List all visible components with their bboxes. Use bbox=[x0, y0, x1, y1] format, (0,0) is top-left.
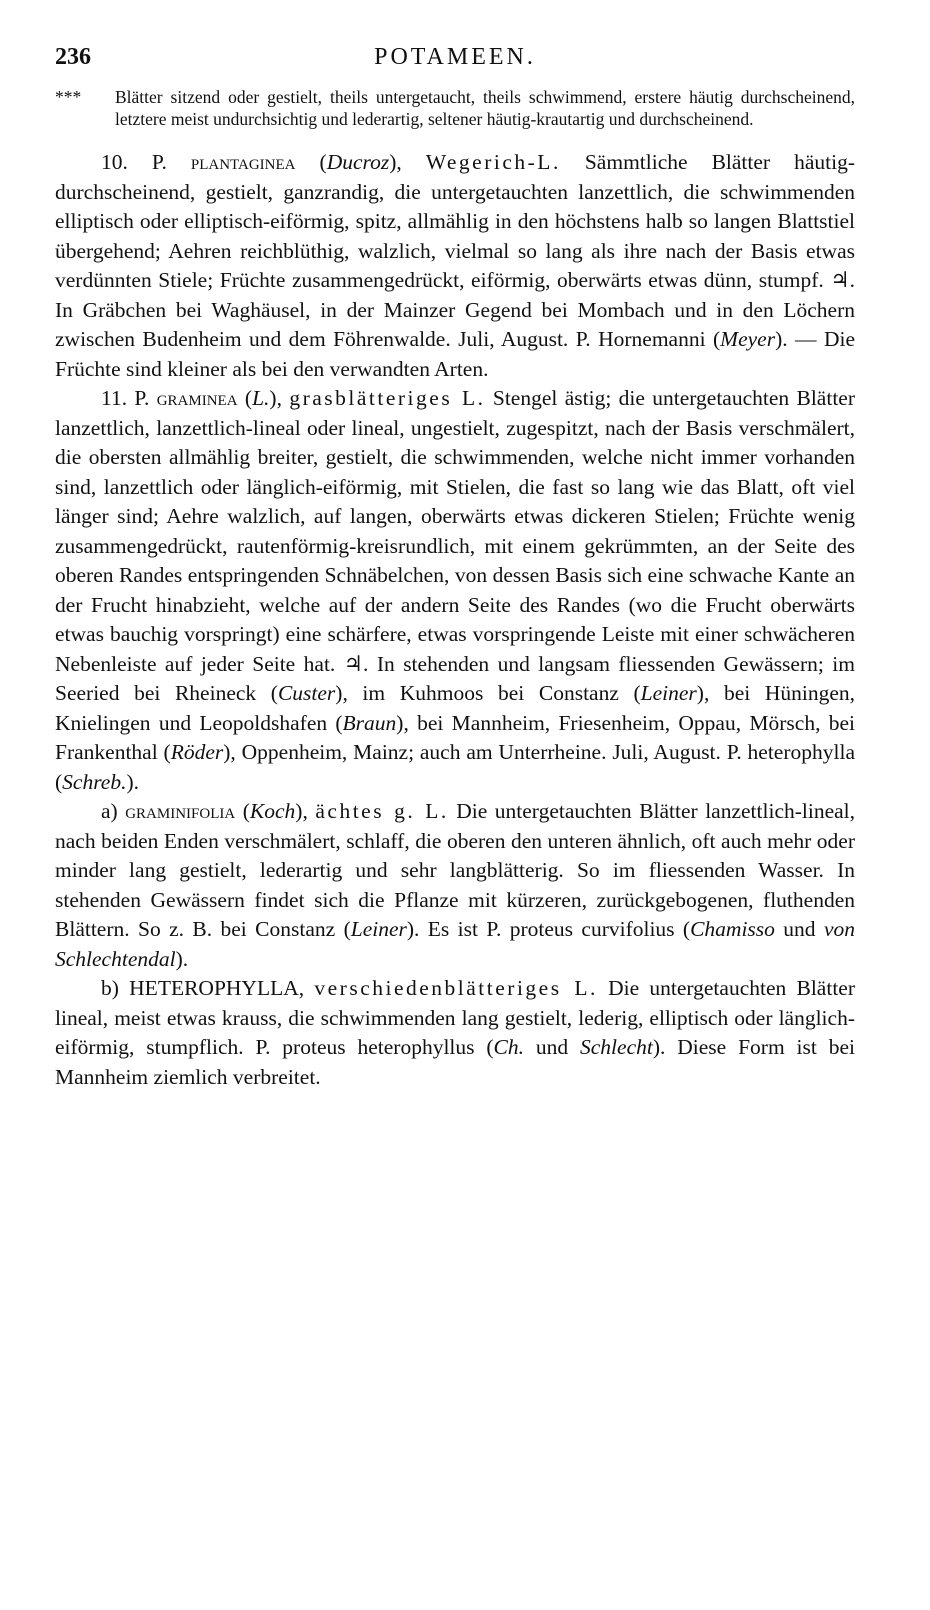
asterisk-marker: *** bbox=[55, 87, 82, 107]
variety-name: HETEROPHYLLA, bbox=[129, 976, 305, 1000]
note-text: Blätter sitzend oder gestielt, theils untergetaucht, theils schwimmend, erstere häutig durchscheinend, letztere meist undurchsichtig und lederartig, seltener häutig-krautartig und durchscheinend. bbox=[115, 87, 855, 129]
species-entry-11 bbox=[55, 384, 855, 797]
footnote-group-description bbox=[55, 86, 855, 130]
entry-text: ). bbox=[175, 946, 189, 971]
common-name: verschiedenblätteriges L. bbox=[314, 976, 598, 1000]
variety-b bbox=[55, 974, 855, 1092]
species-entry-10 bbox=[55, 148, 855, 384]
collector-name: Röder bbox=[170, 740, 224, 764]
running-head bbox=[55, 44, 855, 84]
author-name: von Schlechtendal bbox=[55, 917, 855, 971]
entry-text: Die untergetauchten Blätter lanzettlich-lineal, nach beiden Enden verschmälert, schlaff, die oberen den unteren ähnlich, oft auch mehr oder minder lang gestielt, lederartig und sehr langblätterig. So im fliessenden Wasser. In stehenden Gewässern findet sich die Pflanze mit kürzeren, zurückgebogenen, fluthenden Blättern. So z. B. bei Constanz ( bbox=[55, 799, 856, 941]
common-name: grasblätteriges L. bbox=[289, 386, 486, 410]
paren-open: ( bbox=[244, 386, 253, 410]
author-name: Ch. bbox=[493, 1035, 525, 1059]
entry-text: und bbox=[524, 1035, 581, 1059]
paren-open: ( bbox=[242, 799, 250, 823]
common-name: ächtes g. L. bbox=[315, 799, 449, 823]
author-name: Schlecht bbox=[580, 1035, 653, 1059]
paren-close: ), bbox=[295, 799, 308, 823]
collector-name: Braun bbox=[342, 710, 397, 735]
variety-a bbox=[55, 797, 855, 974]
collector-name: Custer bbox=[277, 681, 336, 705]
synonym-author: Meyer bbox=[720, 327, 776, 351]
entry-number: 10. P. bbox=[101, 150, 167, 174]
variety-name: graminifolia bbox=[125, 799, 236, 823]
entry-text: ), bei Hüningen, Knielingen und Leopoldshafen ( bbox=[55, 681, 855, 735]
author-name: Koch bbox=[249, 799, 296, 823]
author-name: L. bbox=[252, 386, 270, 410]
entry-text: ), Oppenheim, Mainz; auch am Unterrheine. Juli, August. P. heterophylla ( bbox=[55, 740, 855, 794]
entry-text: ). — Die Früchte sind kleiner als bei den verwandten Arten. bbox=[55, 327, 856, 381]
entry-text: ). bbox=[126, 769, 139, 794]
collector-name: Schreb. bbox=[62, 769, 127, 794]
author-name: Chamisso bbox=[690, 917, 775, 941]
entry-text: Stengel ästig; die untergetauchten Blätter lanzettlich, lanzettlich-lineal oder lineal, ungestielt, zugespitzt, nach der Basis verschmälert, die obersten allmählig breiter, gestielt, die schwimmenden, welche nicht immer vorhanden sind, lanzettlich oder länglich-eiförmig, mit Stielen, die fast so lang wie das Blatt, oft viel länger sind; Aehre walzlich, auf langen, oberwärts etwas dickeren Stielen; Früchte wenig zusammengedrückt, rautenförmig-kreisrundlich, mit einem gekrümmten, an der Seite des oberen Randes entspringenden Schnäbelchen, von dessen Basis sich eine schwache Kante an der Frucht hinabzieht, welche auf der andern Seite des Randes (wo die Frucht oberwärts etwas bauchig vorspringt) eine schärfere, etwas vorspringende Leiste mit einer schwächeren Nebenleiste auf jeder Seite hat. ♃. In stehenden und langsam fliessenden Gewässern; im Seeried bei Rheineck ( bbox=[55, 386, 855, 705]
entry-text: ). Diese Form ist bei Mannheim ziemlich verbreitet. bbox=[55, 1035, 855, 1089]
entry-number: 11. P. bbox=[101, 386, 150, 410]
species-name: graminea bbox=[156, 386, 238, 410]
entry-text: ). Es ist P. proteus curvifolius ( bbox=[406, 917, 691, 941]
species-name: plantaginea bbox=[190, 150, 296, 174]
collector-name: Leiner bbox=[640, 681, 697, 705]
collector-name: Leiner bbox=[350, 917, 407, 941]
book-page bbox=[55, 44, 855, 1092]
common-name: Wegerich-L. bbox=[425, 150, 561, 174]
entry-text: ), im Kuhmoos bei Constanz ( bbox=[335, 681, 641, 705]
entry-text: und bbox=[774, 917, 824, 941]
paren-close: ), bbox=[269, 386, 282, 410]
page-number: 236 bbox=[55, 44, 91, 70]
page-title: POTAMEEN. bbox=[374, 44, 536, 70]
paren-close: ), bbox=[389, 150, 402, 174]
entry-text: Sämmtliche Blätter häutig-durchscheinend, gestielt, ganzrandig, die untergetauchten lanzettlich, die schwimmenden elliptisch oder elliptisch-eiförmig, spitz, allmählig in den höchstens halb so langen Blattstiel übergehend; Aehren reichblüthig, walzlich, vielmal so lang als ihre nach der Basis etwas verdünnten Stiele; Früchte zusammengedrückt, eiförmig, oberwärts etwas dünn, stumpf. ♃. In Gräbchen bei Waghäusel, in der Mainzer Gegend bei Mombach und in den Löchern zwischen Budenheim und dem Föhrenwalde. Juli, August. P. Hornemanni ( bbox=[55, 150, 856, 351]
paren-open: ( bbox=[319, 150, 327, 174]
entry-text: ), bei Mannheim, Friesenheim, Oppau, Mörsch, bei Frankenthal ( bbox=[55, 710, 855, 764]
author-name: Ducroz bbox=[326, 150, 390, 174]
variety-label: a) bbox=[101, 799, 118, 823]
variety-label: b) bbox=[101, 976, 119, 1000]
entry-text: Die untergetauchten Blätter lineal, meist etwas krauss, die schwimmenden lang gestielt, lederig, elliptisch oder länglich-eiförmig, stumpflich. P. proteus heterophyllus ( bbox=[55, 976, 855, 1059]
